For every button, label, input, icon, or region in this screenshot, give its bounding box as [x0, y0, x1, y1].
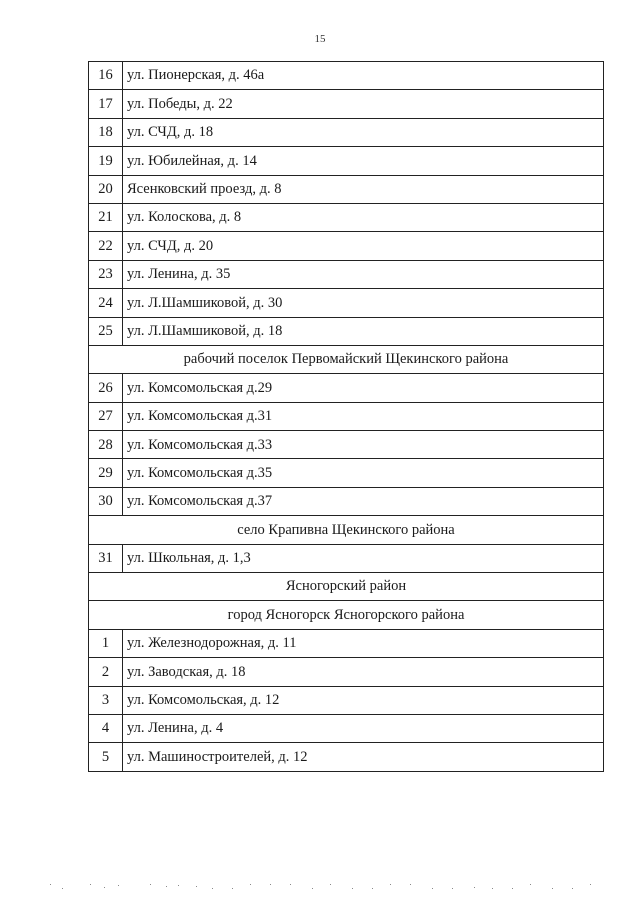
row-number: 16 — [89, 62, 123, 90]
section-heading: рабочий поселок Первомайский Щекинского района — [89, 345, 604, 373]
scan-speck — [290, 884, 291, 885]
row-number: 22 — [89, 232, 123, 260]
scan-artifacts — [0, 884, 640, 890]
table-row — [89, 203, 604, 231]
table-row — [89, 658, 604, 686]
address-cell: ул. Колоскова, д. 8 — [123, 203, 604, 231]
row-number: 21 — [89, 203, 123, 231]
address-cell: ул. СЧД, д. 18 — [123, 118, 604, 146]
row-number: 31 — [89, 544, 123, 572]
table-row — [89, 487, 604, 515]
scan-speck — [118, 885, 119, 886]
table-row — [89, 62, 604, 90]
table-row — [89, 714, 604, 742]
scan-speck — [572, 888, 573, 889]
row-number: 1 — [89, 629, 123, 657]
row-number: 17 — [89, 90, 123, 118]
scan-speck — [212, 888, 213, 889]
row-number: 24 — [89, 289, 123, 317]
scan-speck — [410, 884, 411, 885]
address-cell: ул. Комсомольская д.33 — [123, 431, 604, 459]
address-cell: ул. Юбилейная, д. 14 — [123, 147, 604, 175]
section-row — [89, 345, 604, 373]
row-number: 20 — [89, 175, 123, 203]
address-cell: ул. Комсомольская д.31 — [123, 402, 604, 430]
scan-speck — [512, 888, 513, 889]
row-number: 3 — [89, 686, 123, 714]
scan-speck — [330, 884, 331, 885]
table-row — [89, 374, 604, 402]
table-row — [89, 260, 604, 288]
table-row — [89, 459, 604, 487]
section-row — [89, 601, 604, 629]
section-heading: село Крапивна Щекинского района — [89, 516, 604, 544]
address-cell: ул. Машиностроителей, д. 12 — [123, 743, 604, 771]
address-cell: ул. Комсомольская д.35 — [123, 459, 604, 487]
scan-speck — [166, 886, 167, 887]
scan-speck — [150, 884, 151, 885]
address-table — [88, 61, 604, 772]
scan-speck — [62, 888, 63, 889]
row-number: 23 — [89, 260, 123, 288]
address-cell: Ясенковский проезд, д. 8 — [123, 175, 604, 203]
scan-speck — [390, 884, 391, 885]
row-number: 29 — [89, 459, 123, 487]
section-heading: Ясногорский район — [89, 573, 604, 601]
address-cell: ул. Ленина, д. 35 — [123, 260, 604, 288]
scan-speck — [432, 888, 433, 889]
table-row — [89, 686, 604, 714]
scan-speck — [590, 884, 591, 885]
row-number: 2 — [89, 658, 123, 686]
scan-speck — [250, 884, 251, 885]
row-number: 27 — [89, 402, 123, 430]
row-number: 4 — [89, 714, 123, 742]
address-cell: ул. Комсомольская, д. 12 — [123, 686, 604, 714]
scan-speck — [232, 888, 233, 889]
scan-speck — [178, 885, 179, 886]
scan-speck — [196, 886, 197, 887]
table-row — [89, 118, 604, 146]
table-row — [89, 431, 604, 459]
section-heading: город Ясногорск Ясногорского района — [89, 601, 604, 629]
scan-speck — [452, 888, 453, 889]
address-cell: ул. Заводская, д. 18 — [123, 658, 604, 686]
address-cell: ул. Л.Шамшиковой, д. 30 — [123, 289, 604, 317]
table-row — [89, 743, 604, 771]
address-cell: ул. Ленина, д. 4 — [123, 714, 604, 742]
section-row — [89, 573, 604, 601]
table-row — [89, 289, 604, 317]
address-cell: ул. Школьная, д. 1,3 — [123, 544, 604, 572]
row-number: 30 — [89, 487, 123, 515]
scan-speck — [270, 884, 271, 885]
scan-speck — [104, 887, 105, 888]
address-cell: ул. Пионерская, д. 46а — [123, 62, 604, 90]
scan-speck — [372, 888, 373, 889]
scan-speck — [552, 888, 553, 889]
scan-speck — [530, 884, 531, 885]
row-number: 28 — [89, 431, 123, 459]
address-cell: ул. Победы, д. 22 — [123, 90, 604, 118]
address-table-body — [89, 62, 604, 772]
row-number: 5 — [89, 743, 123, 771]
scan-speck — [90, 884, 91, 885]
scan-speck — [312, 888, 313, 889]
table-row — [89, 232, 604, 260]
scan-speck — [474, 887, 475, 888]
address-cell: ул. Л.Шамшиковой, д. 18 — [123, 317, 604, 345]
scan-speck — [352, 888, 353, 889]
scan-speck — [50, 884, 51, 885]
table-row — [89, 402, 604, 430]
section-row — [89, 516, 604, 544]
row-number: 19 — [89, 147, 123, 175]
page-number: 15 — [314, 33, 326, 45]
scan-speck — [492, 888, 493, 889]
table-row — [89, 90, 604, 118]
row-number: 18 — [89, 118, 123, 146]
address-cell: ул. СЧД, д. 20 — [123, 232, 604, 260]
table-row — [89, 147, 604, 175]
table-row — [89, 175, 604, 203]
table-row — [89, 317, 604, 345]
row-number: 25 — [89, 317, 123, 345]
table-row — [89, 629, 604, 657]
address-cell: ул. Железнодорожная, д. 11 — [123, 629, 604, 657]
address-cell: ул. Комсомольская д.37 — [123, 487, 604, 515]
row-number: 26 — [89, 374, 123, 402]
address-cell: ул. Комсомольская д.29 — [123, 374, 604, 402]
table-row — [89, 544, 604, 572]
